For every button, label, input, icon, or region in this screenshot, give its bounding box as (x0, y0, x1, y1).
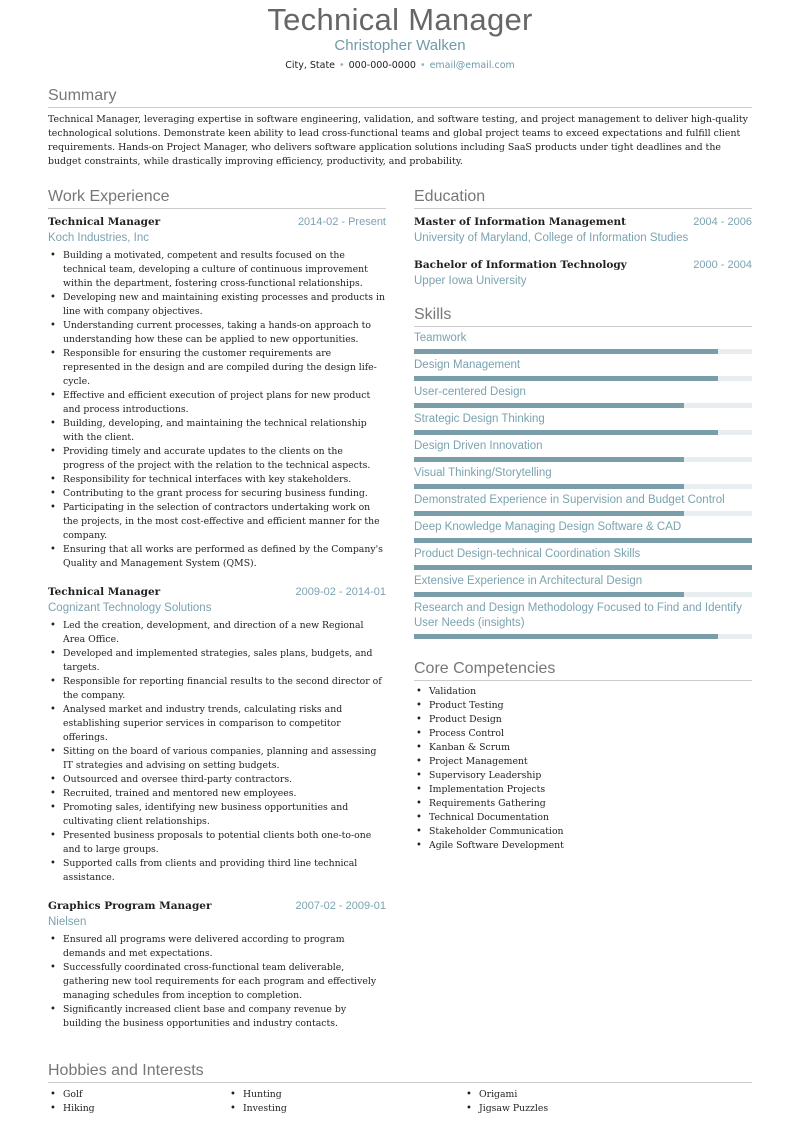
resume-header (0, 0, 800, 73)
resume-title: Technical Manager (267, 2, 533, 37)
skill-bar (414, 484, 752, 489)
job-date: 2009-02 - 2014-01 (295, 586, 386, 598)
job-bullets (48, 619, 386, 885)
skill-name: Teamwork (414, 332, 467, 344)
degree: Bachelor of Information Technology (414, 259, 627, 271)
bullet-item: • Analysed market and industry trends, calculating risks and establishing superior services in comparison to competitor offerings. (48, 703, 386, 745)
job-entry (48, 215, 386, 571)
bullet-item: • Recruited, trained and mentored new employees. (48, 787, 386, 801)
experience-heading: Work Experience (48, 187, 386, 209)
hobby-item: • Investing (228, 1102, 464, 1116)
skill-name: Design Driven Innovation (414, 440, 543, 452)
skill-item (414, 412, 752, 435)
job-date: 2014-02 - Present (297, 216, 386, 228)
bullet-item: • Effective and efficient execution of project plans for new product and process introductions. (48, 389, 386, 417)
hobby-item: • Jigsaw Puzzles (464, 1102, 644, 1116)
skill-bar-fill (414, 538, 752, 543)
job-header (48, 899, 386, 913)
competency-item: • Technical Documentation (414, 811, 752, 825)
skill-bar-fill (414, 349, 718, 354)
skill-item (414, 466, 752, 489)
hobby-item: • Origami (464, 1088, 644, 1102)
bullet-item: • Supported calls from clients and providing third line technical assistance. (48, 857, 386, 885)
bullet-item: • Ensuring that all works are performed as defined by the Company's Quality and Management System (QMS). (48, 543, 386, 571)
education-entry (414, 258, 752, 289)
company-name: Nielsen (48, 916, 87, 928)
skill-item (414, 547, 752, 570)
job-entry (48, 899, 386, 1031)
competency-item: • Requirements Gathering (414, 797, 752, 811)
skill-bar-fill (414, 592, 684, 597)
hobby-column (464, 1088, 644, 1116)
hobby-column (48, 1088, 228, 1116)
bullet-item: • Responsible for reporting financial results to the second director of the company. (48, 675, 386, 703)
job-header (48, 585, 386, 599)
competency-item: • Process Control (414, 727, 752, 741)
skill-bar (414, 349, 752, 354)
bullet-item: • Outsourced and oversee third-party contractors. (48, 773, 386, 787)
location: City, State (285, 60, 336, 71)
competency-item: • Product Testing (414, 699, 752, 713)
competency-item: • Stakeholder Communication (414, 825, 752, 839)
skill-bar (414, 565, 752, 570)
bullet-item: • Participating in the selection of contractors undertaking work on the projects, in the most cost-effective and efficient manner for the company. (48, 501, 386, 543)
bullet-item: • Presented business proposals to potential clients both one-to-one and to large groups. (48, 829, 386, 857)
bullet-item: • Providing timely and accurate updates to the clients on the progress of the project with the relation to the technical aspects. (48, 445, 386, 473)
job-entry (48, 585, 386, 885)
competency-list (414, 685, 752, 853)
email-link[interactable]: email@email.com (429, 60, 515, 71)
company-name: Cognizant Technology Solutions (48, 602, 212, 614)
skill-bar-fill (414, 403, 684, 408)
competencies-section (414, 659, 752, 853)
company-name: Koch Industries, Inc (48, 232, 149, 244)
summary-heading: Summary (48, 86, 752, 108)
job-list (48, 215, 386, 1031)
skill-bar (414, 511, 752, 516)
separator-dot: • (339, 60, 345, 71)
competency-item: • Kanban & Scrum (414, 741, 752, 755)
competencies-heading: Core Competencies (414, 659, 752, 681)
skill-item (414, 439, 752, 462)
competency-item: • Project Management (414, 755, 752, 769)
skill-name: Research and Design Methodology Focused to Find and Identify User Needs (insights) (414, 602, 742, 629)
skills-heading: Skills (414, 305, 752, 327)
contact-line (0, 59, 800, 73)
skill-name: User-centered Design (414, 386, 526, 398)
skill-bar-fill (414, 634, 718, 639)
skill-bar (414, 403, 752, 408)
bullet-item: • Promoting sales, identifying new business opportunities and cultivating client relationships. (48, 801, 386, 829)
skill-list (414, 331, 752, 639)
education-list (414, 215, 752, 289)
job-header (48, 215, 386, 229)
hobby-item: • Hunting (228, 1088, 464, 1102)
skill-item (414, 520, 752, 543)
candidate-name: Christopher Walken (334, 37, 466, 54)
skill-name: Strategic Design Thinking (414, 413, 545, 425)
skill-bar-fill (414, 430, 718, 435)
skill-bar-fill (414, 565, 752, 570)
bullet-item: • Building, developing, and maintaining the technical relationship with the client. (48, 417, 386, 445)
skill-item (414, 358, 752, 381)
job-bullets (48, 933, 386, 1031)
skill-bar (414, 376, 752, 381)
hobby-column (228, 1088, 464, 1116)
skill-bar (414, 592, 752, 597)
skills-section (414, 305, 752, 639)
skill-item (414, 493, 752, 516)
bullet-item: • Developed and implemented strategies, sales plans, budgets, and targets. (48, 647, 386, 675)
right-column (414, 187, 752, 853)
separator-dot: • (419, 60, 426, 71)
skill-name: Deep Knowledge Managing Design Software & CAD (414, 521, 682, 533)
competency-item: • Implementation Projects (414, 783, 752, 797)
hobbies-section (48, 1061, 752, 1116)
job-title: Graphics Program Manager (48, 900, 212, 912)
skill-name: Design Management (414, 359, 521, 371)
education-heading: Education (414, 187, 752, 209)
skill-bar (414, 538, 752, 543)
bullet-item: • Building a motivated, competent and results focused on the technical team, developing a culture of continuous improvement within the department, fostering cross-functional relationships. (48, 249, 386, 291)
skill-item (414, 574, 752, 597)
summary-section (48, 86, 752, 169)
hobby-item: • Golf (48, 1088, 228, 1102)
job-title: Technical Manager (48, 586, 161, 598)
skill-bar-fill (414, 484, 684, 489)
skill-bar-fill (414, 376, 718, 381)
skill-item (414, 331, 752, 354)
school-name: University of Maryland, College of Information Studies (414, 232, 689, 244)
hobbies-heading: Hobbies and Interests (48, 1061, 752, 1083)
education-header (414, 215, 752, 229)
bullet-item: • Significantly increased client base and company revenue by building the business opportunities and industry contacts. (48, 1003, 386, 1031)
bullet-item: • Successfully coordinated cross-functional team deliverable, gathering new tool requirements for each program and effectively managing schedules from inception to completion. (48, 961, 386, 1003)
competency-item: • Product Design (414, 713, 752, 727)
hobby-item: • Hiking (48, 1102, 228, 1116)
degree: Master of Information Management (414, 216, 627, 228)
skill-bar (414, 430, 752, 435)
skill-bar (414, 634, 752, 639)
skill-item (414, 385, 752, 408)
education-date: 2000 - 2004 (693, 259, 752, 271)
education-date: 2004 - 2006 (693, 216, 752, 228)
bullet-item: • Understanding current processes, taking a hands-on approach to understanding how these can be applied to new opportunities. (48, 319, 386, 347)
competency-item: • Validation (414, 685, 752, 699)
job-date: 2007-02 - 2009-01 (295, 900, 386, 912)
bullet-item: • Responsible for ensuring the customer requirements are represented in the design and are compiled during the design life-cycle. (48, 347, 386, 389)
job-title: Technical Manager (48, 216, 161, 228)
skill-item (414, 601, 752, 639)
job-bullets (48, 249, 386, 571)
hobby-columns (48, 1088, 752, 1116)
bullet-item: • Contributing to the grant process for securing business funding. (48, 487, 386, 501)
education-entry (414, 215, 752, 246)
bullet-item: • Developing new and maintaining existing processes and products in line with company objectives. (48, 291, 386, 319)
skill-name: Extensive Experience in Architectural Design (414, 575, 643, 587)
summary-text: Technical Manager, leveraging expertise in software engineering, validation, and software testing, and project management to deliver high-quality technological solutions. Demonstrate keen ability to lead cross-functional teams and global project teams to exceed expectations and fulfill client requirements. Hands-on Project Manager, who delivers software application solutions including SaaS products under tight deadlines and the budget constraints, while drastically improving efficiency, productivity, and probability. (48, 114, 748, 167)
skill-bar (414, 457, 752, 462)
school-name: Upper Iowa University (414, 275, 527, 287)
bullet-item: • Led the creation, development, and direction of a new Regional Area Office. (48, 619, 386, 647)
bullet-item: • Responsibility for technical interfaces with key stakeholders. (48, 473, 386, 487)
competency-item: • Agile Software Development (414, 839, 752, 853)
skill-name: Visual Thinking/Storytelling (414, 467, 552, 479)
education-header (414, 258, 752, 272)
competency-item: • Supervisory Leadership (414, 769, 752, 783)
skill-name: Demonstrated Experience in Supervision and Budget Control (414, 494, 725, 506)
phone: 000-000-0000 (348, 60, 416, 71)
left-column (48, 187, 386, 1031)
skill-bar-fill (414, 511, 684, 516)
bullet-item: • Sitting on the board of various companies, planning and assessing IT strategies and advising on setting budgets. (48, 745, 386, 773)
bullet-item: • Ensured all programs were delivered according to program demands and met expectations. (48, 933, 386, 961)
skill-name: Product Design-technical Coordination Skills (414, 548, 641, 560)
skill-bar-fill (414, 457, 684, 462)
